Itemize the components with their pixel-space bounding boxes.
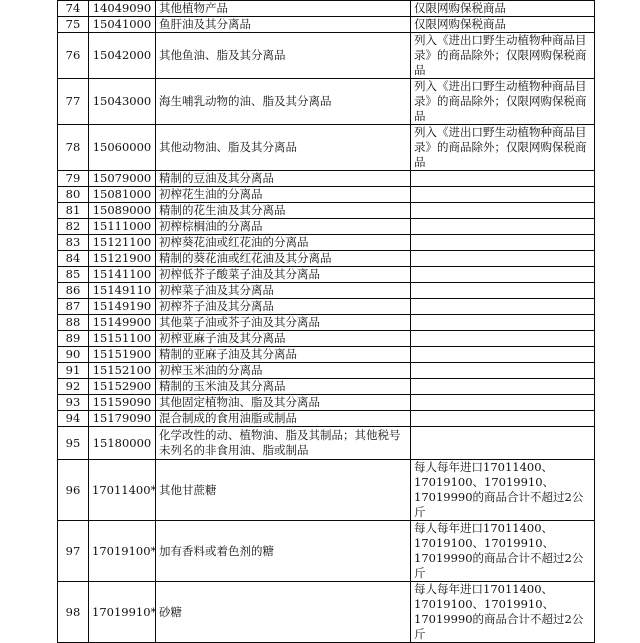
cell-tariff-code: 14049090 (89, 1, 156, 17)
cell-goods-name: 砂糖 (156, 582, 411, 643)
table-row (58, 460, 595, 521)
cell-tariff-code: 15121900 (89, 251, 156, 267)
table-row (58, 521, 595, 582)
cell-remark (411, 187, 595, 203)
table-row (58, 347, 595, 363)
table-row (58, 283, 595, 299)
cell-remark (411, 363, 595, 379)
cell-sequence-number: 93 (58, 395, 89, 411)
cell-sequence-number: 81 (58, 203, 89, 219)
cell-sequence-number: 86 (58, 283, 89, 299)
cell-sequence-number: 87 (58, 299, 89, 315)
cell-goods-name: 精制的亚麻子油及其分离品 (156, 347, 411, 363)
table-row (58, 33, 595, 79)
cell-tariff-code: 15149900 (89, 315, 156, 331)
cell-goods-name: 其他固定植物油、脂及其分离品 (156, 395, 411, 411)
cell-tariff-code: 15121100 (89, 235, 156, 251)
cell-sequence-number: 96 (58, 460, 89, 521)
cell-remark (411, 379, 595, 395)
cell-remark (411, 251, 595, 267)
table-row (58, 235, 595, 251)
cell-remark (411, 299, 595, 315)
cell-sequence-number: 92 (58, 379, 89, 395)
cell-remark (411, 203, 595, 219)
cell-goods-name: 精制的豆油及其分离品 (156, 171, 411, 187)
cell-tariff-code: 15159090 (89, 395, 156, 411)
cell-sequence-number: 83 (58, 235, 89, 251)
cell-sequence-number: 98 (58, 582, 89, 643)
table-row (58, 267, 595, 283)
cell-tariff-code: 15042000 (89, 33, 156, 79)
cell-goods-name: 加有香料或着色剂的糖 (156, 521, 411, 582)
cell-goods-name: 化学改性的动、植物油、脂及其制品；其他税号未列名的非食用油、脂或制品 (156, 427, 411, 460)
table-row (58, 1, 595, 17)
cell-sequence-number: 77 (58, 79, 89, 125)
cell-sequence-number: 88 (58, 315, 89, 331)
cell-goods-name: 初榨芥子油及其分离品 (156, 299, 411, 315)
table-row (58, 363, 595, 379)
cell-tariff-code: 15079000 (89, 171, 156, 187)
table-row (58, 411, 595, 427)
cell-sequence-number: 74 (58, 1, 89, 17)
cell-sequence-number: 75 (58, 17, 89, 33)
cell-tariff-code: 15152900 (89, 379, 156, 395)
table-row (58, 395, 595, 411)
table-row (58, 582, 595, 643)
cell-goods-name: 初榨棕榈油的分离品 (156, 219, 411, 235)
cell-remark (411, 427, 595, 460)
cell-remark: 仅限网购保税商品 (411, 1, 595, 17)
cell-tariff-code: 15151100 (89, 331, 156, 347)
cell-goods-name: 精制的花生油及其分离品 (156, 203, 411, 219)
cell-sequence-number: 82 (58, 219, 89, 235)
cell-sequence-number: 91 (58, 363, 89, 379)
cell-goods-name: 其他动物油、脂及其分离品 (156, 125, 411, 171)
cell-goods-name: 初榨花生油的分离品 (156, 187, 411, 203)
cell-remark (411, 235, 595, 251)
table-row (58, 251, 595, 267)
cell-sequence-number: 97 (58, 521, 89, 582)
cell-remark: 列入《进出口野生动植物种商品目录》的商品除外；仅限网购保税商品 (411, 33, 595, 79)
cell-sequence-number: 95 (58, 427, 89, 460)
cell-tariff-code: 15141100 (89, 267, 156, 283)
cell-goods-name: 其他甘蔗糖 (156, 460, 411, 521)
table-row (58, 79, 595, 125)
cell-remark (411, 171, 595, 187)
cell-tariff-code: 15041000 (89, 17, 156, 33)
cell-goods-name: 混合制成的食用油脂或制品 (156, 411, 411, 427)
cell-remark (411, 219, 595, 235)
cell-goods-name: 其他菜子油或芥子油及其分离品 (156, 315, 411, 331)
cell-goods-name: 鱼肝油及其分离品 (156, 17, 411, 33)
cell-remark (411, 267, 595, 283)
cell-tariff-code: 15043000 (89, 79, 156, 125)
cell-tariff-code: 15060000 (89, 125, 156, 171)
cell-remark: 每人每年进口17011400、17019100、17019910、17019990的商品合计不超过2公斤 (411, 460, 595, 521)
cell-remark: 每人每年进口17011400、17019100、17019910、17019990的商品合计不超过2公斤 (411, 521, 595, 582)
cell-remark (411, 315, 595, 331)
cell-sequence-number: 80 (58, 187, 89, 203)
cell-goods-name: 其他植物产品 (156, 1, 411, 17)
cell-remark: 每人每年进口17011400、17019100、17019910、17019990的商品合计不超过2公斤 (411, 582, 595, 643)
cell-sequence-number: 89 (58, 331, 89, 347)
cell-goods-name: 其他鱼油、脂及其分离品 (156, 33, 411, 79)
table-row (58, 379, 595, 395)
cell-goods-name: 海生哺乳动物的油、脂及其分离品 (156, 79, 411, 125)
cell-sequence-number: 76 (58, 33, 89, 79)
cell-tariff-code: 15089000 (89, 203, 156, 219)
cell-tariff-code: 15081000 (89, 187, 156, 203)
cell-remark (411, 347, 595, 363)
cell-tariff-code: 15149190 (89, 299, 156, 315)
table-row (58, 171, 595, 187)
cell-remark: 列入《进出口野生动植物种商品目录》的商品除外；仅限网购保税商品 (411, 79, 595, 125)
table-row (58, 299, 595, 315)
cell-sequence-number: 90 (58, 347, 89, 363)
cell-tariff-code: 17019910* (89, 582, 156, 643)
cell-goods-name: 初榨葵花油或红花油的分离品 (156, 235, 411, 251)
cell-goods-name: 精制的玉米油及其分离品 (156, 379, 411, 395)
cell-sequence-number: 94 (58, 411, 89, 427)
cell-goods-name: 初榨亚麻子油及其分离品 (156, 331, 411, 347)
table-row (58, 331, 595, 347)
cell-sequence-number: 79 (58, 171, 89, 187)
cell-tariff-code: 15151900 (89, 347, 156, 363)
cell-goods-name: 初榨低芥子酸菜子油及其分离品 (156, 267, 411, 283)
table-row (58, 219, 595, 235)
cell-goods-name: 精制的葵花油或红花油及其分离品 (156, 251, 411, 267)
table-body (58, 1, 595, 643)
cell-goods-name: 初榨玉米油的分离品 (156, 363, 411, 379)
cell-remark: 列入《进出口野生动植物种商品目录》的商品除外；仅限网购保税商品 (411, 125, 595, 171)
cell-remark (411, 283, 595, 299)
cell-sequence-number: 85 (58, 267, 89, 283)
cell-remark (411, 411, 595, 427)
cell-remark (411, 331, 595, 347)
table-row (58, 17, 595, 33)
cell-remark (411, 395, 595, 411)
cell-tariff-code: 15179090 (89, 411, 156, 427)
table-row (58, 427, 595, 460)
cell-tariff-code: 17011400* (89, 460, 156, 521)
cell-tariff-code: 15111000 (89, 219, 156, 235)
cell-sequence-number: 78 (58, 125, 89, 171)
cell-remark: 仅限网购保税商品 (411, 17, 595, 33)
table-row (58, 125, 595, 171)
cell-tariff-code: 17019100* (89, 521, 156, 582)
goods-list-table (57, 0, 595, 643)
cell-tariff-code: 15180000 (89, 427, 156, 460)
table-row (58, 315, 595, 331)
table-row (58, 187, 595, 203)
table-row (58, 203, 595, 219)
cell-sequence-number: 84 (58, 251, 89, 267)
cell-goods-name: 初榨菜子油及其分离品 (156, 283, 411, 299)
cell-tariff-code: 15152100 (89, 363, 156, 379)
cell-tariff-code: 15149110 (89, 283, 156, 299)
